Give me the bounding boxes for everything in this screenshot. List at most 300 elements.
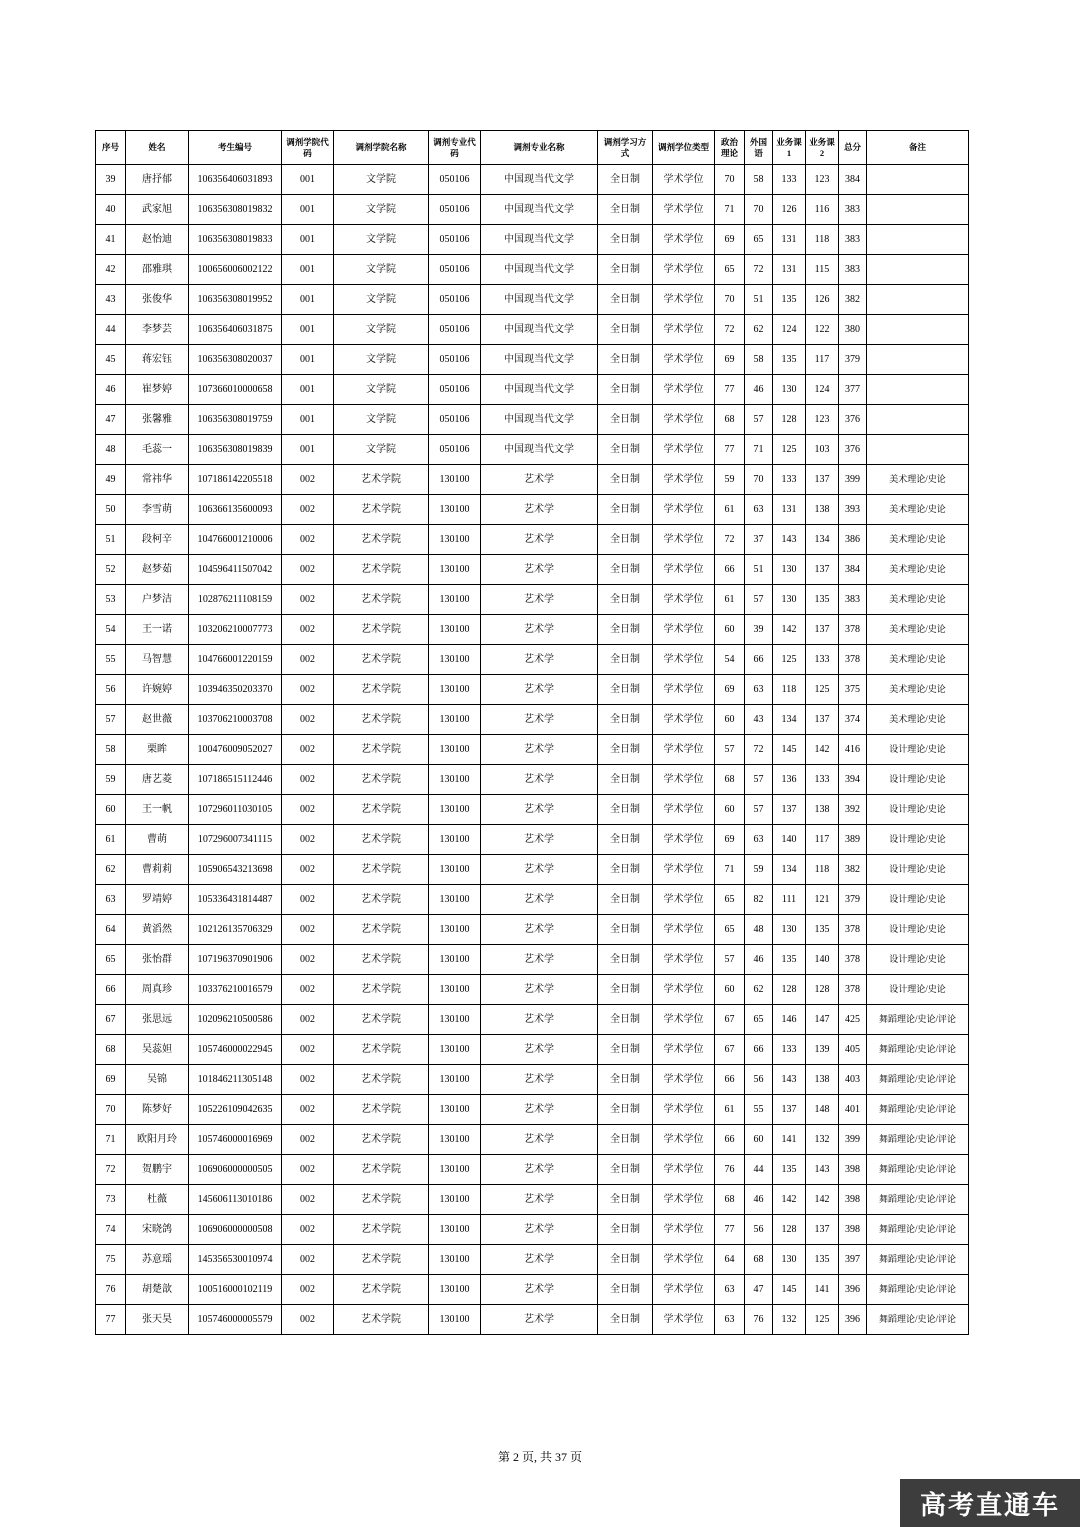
table-cell: 张天昊 [126,1305,189,1335]
table-cell: 58 [745,165,773,195]
table-cell: 学术学位 [653,345,715,375]
table-cell: 132 [806,1125,839,1155]
table-cell: 全日制 [598,315,653,345]
table-cell: 105746000022945 [189,1035,282,1065]
table-cell: 130100 [429,975,481,1005]
table-cell: 130100 [429,825,481,855]
table-cell: 艺术学 [481,1095,598,1125]
table-cell: 舞蹈理论/史论/评论 [867,1035,969,1065]
table-cell: 125 [773,645,806,675]
table-cell: 63 [715,1305,745,1335]
table-cell: 全日制 [598,735,653,765]
page-number: 第 2 页, 共 37 页 [497,1450,582,1464]
table-cell: 美术理论/史论 [867,585,969,615]
table-row [96,1155,969,1185]
table-cell: 设计理论/史论 [867,735,969,765]
table-cell: 050106 [429,375,481,405]
table-cell: 舞蹈理论/史论/评论 [867,1185,969,1215]
table-cell: 艺术学院 [334,735,429,765]
table-cell: 赵怡迪 [126,225,189,255]
table-cell: 72 [745,255,773,285]
table-cell: 全日制 [598,525,653,555]
table-cell: 001 [282,195,334,225]
table-row [96,675,969,705]
table-cell: 001 [282,255,334,285]
table-cell: 386 [839,525,867,555]
table-cell: 学术学位 [653,435,715,465]
table-cell: 69 [715,825,745,855]
table-cell: 128 [773,405,806,435]
table-cell: 全日制 [598,345,653,375]
table-cell: 罗靖婷 [126,885,189,915]
table-cell: 48 [745,915,773,945]
table-cell: 文学院 [334,345,429,375]
table-cell: 全日制 [598,285,653,315]
table-cell: 130100 [429,1275,481,1305]
column-header: 序号 [96,131,126,165]
table-cell: 56 [745,1215,773,1245]
table-cell: 全日制 [598,945,653,975]
table-cell: 中国现当代文学 [481,255,598,285]
table-cell: 136 [773,765,806,795]
table-cell: 378 [839,915,867,945]
table-cell: 张怡群 [126,945,189,975]
table-cell: 130100 [429,1125,481,1155]
table-cell: 384 [839,165,867,195]
table-cell: 中国现当代文学 [481,225,598,255]
table-cell: 130 [773,1245,806,1275]
table-cell: 44 [96,315,126,345]
table-cell: 69 [715,675,745,705]
table-cell: 130100 [429,945,481,975]
table-cell: 66 [715,1065,745,1095]
table-header-row [96,131,969,165]
table-cell: 文学院 [334,405,429,435]
table-cell: 106366135600093 [189,495,282,525]
table-row [96,285,969,315]
table-cell: 138 [806,795,839,825]
table-cell: 59 [96,765,126,795]
table-cell: 唐艺菱 [126,765,189,795]
table-cell: 425 [839,1005,867,1035]
table-cell: 艺术学 [481,1035,598,1065]
table-cell: 130100 [429,705,481,735]
table-cell: 75 [96,1245,126,1275]
table-cell: 001 [282,165,334,195]
table-cell: 学术学位 [653,735,715,765]
table-cell: 41 [96,225,126,255]
table-cell: 131 [773,225,806,255]
column-header: 调剂学习方式 [598,131,653,165]
table-cell: 全日制 [598,1125,653,1155]
results-table [95,130,969,1335]
table-cell: 66 [715,555,745,585]
table-cell [867,225,969,255]
table-cell: 130100 [429,855,481,885]
table-cell: 134 [806,525,839,555]
table-cell: 全日制 [598,555,653,585]
table-cell: 全日制 [598,495,653,525]
table-cell: 设计理论/史论 [867,975,969,1005]
table-cell: 学术学位 [653,945,715,975]
table-cell: 舞蹈理论/史论/评论 [867,1155,969,1185]
table-row [96,525,969,555]
table-cell: 71 [715,195,745,225]
table-cell: 394 [839,765,867,795]
table-cell: 苏意瑶 [126,1245,189,1275]
table-cell: 文学院 [334,255,429,285]
table-cell: 142 [773,615,806,645]
table-cell: 艺术学院 [334,1035,429,1065]
table-cell: 户梦洁 [126,585,189,615]
table-cell: 66 [715,1125,745,1155]
table-cell: 周真珍 [126,975,189,1005]
table-cell: 130100 [429,585,481,615]
table-cell: 70 [96,1095,126,1125]
table-cell: 艺术学院 [334,495,429,525]
table-cell: 143 [773,1065,806,1095]
table-cell: 艺术学 [481,885,598,915]
table-cell: 107296011030105 [189,795,282,825]
table-cell: 68 [715,765,745,795]
table-cell: 吴锦 [126,1065,189,1095]
table-cell: 67 [96,1005,126,1035]
table-cell: 57 [745,795,773,825]
table-cell: 002 [282,945,334,975]
table-cell: 艺术学 [481,525,598,555]
table-cell: 段柯辛 [126,525,189,555]
table-cell: 艺术学院 [334,1215,429,1245]
table-cell: 中国现当代文学 [481,375,598,405]
column-header: 总分 [839,131,867,165]
table-cell: 马智慧 [126,645,189,675]
table-cell: 145356530010974 [189,1245,282,1275]
table-cell: 77 [715,375,745,405]
table-cell: 76 [715,1155,745,1185]
table-cell: 54 [715,645,745,675]
table-cell: 130100 [429,1095,481,1125]
table-cell: 艺术学 [481,765,598,795]
table-cell: 艺术学院 [334,675,429,705]
table-cell: 学术学位 [653,195,715,225]
table-cell: 104766001210006 [189,525,282,555]
table-cell: 57 [96,705,126,735]
table-cell: 142 [806,735,839,765]
table-cell: 艺术学院 [334,1185,429,1215]
table-cell: 142 [773,1185,806,1215]
table-cell: 63 [715,1275,745,1305]
table-cell: 65 [715,885,745,915]
table-cell: 49 [96,465,126,495]
table-cell: 143 [806,1155,839,1185]
table-cell: 377 [839,375,867,405]
table-cell: 68 [715,1185,745,1215]
table-cell: 47 [96,405,126,435]
table-cell: 51 [745,555,773,585]
table-cell: 艺术学院 [334,1155,429,1185]
table-cell: 43 [96,285,126,315]
table-cell: 002 [282,1065,334,1095]
table-cell: 学术学位 [653,1035,715,1065]
table-cell: 104596411507042 [189,555,282,585]
table-cell: 65 [745,225,773,255]
table-cell: 文学院 [334,285,429,315]
table-cell: 71 [715,855,745,885]
table-cell: 002 [282,975,334,1005]
table-cell: 学术学位 [653,1215,715,1245]
table-cell: 37 [745,525,773,555]
table-cell: 398 [839,1185,867,1215]
table-cell: 艺术学院 [334,975,429,1005]
table-cell: 76 [745,1305,773,1335]
table-cell: 77 [715,1215,745,1245]
table-cell: 002 [282,1005,334,1035]
table-cell: 艺术学院 [334,915,429,945]
table-cell: 002 [282,1215,334,1245]
table-cell: 美术理论/史论 [867,705,969,735]
table-cell: 全日制 [598,915,653,945]
table-cell: 002 [282,915,334,945]
table-cell: 45 [96,345,126,375]
table-cell: 376 [839,405,867,435]
table-cell: 设计理论/史论 [867,885,969,915]
table-cell: 艺术学 [481,825,598,855]
column-header: 调剂专业名称 [481,131,598,165]
table-cell: 全日制 [598,975,653,1005]
table-cell: 124 [773,315,806,345]
table-cell: 武家旭 [126,195,189,225]
table-cell: 102126135706329 [189,915,282,945]
column-header: 考生编号 [189,131,282,165]
table-cell: 全日制 [598,1095,653,1125]
table-row [96,1035,969,1065]
table-cell: 学术学位 [653,1065,715,1095]
table-cell: 130100 [429,645,481,675]
table-cell: 002 [282,645,334,675]
table-cell: 艺术学 [481,1275,598,1305]
table-cell: 130100 [429,495,481,525]
table-row [96,1185,969,1215]
table-cell: 68 [96,1035,126,1065]
table-cell: 102096210500586 [189,1005,282,1035]
table-cell: 46 [96,375,126,405]
table-cell: 002 [282,465,334,495]
table-cell: 379 [839,885,867,915]
column-header: 调剂学院名称 [334,131,429,165]
table-cell: 403 [839,1065,867,1095]
table-cell: 55 [96,645,126,675]
table-cell: 学术学位 [653,1125,715,1155]
table-cell: 栗眸 [126,735,189,765]
column-header: 外国语 [745,131,773,165]
table-cell: 139 [806,1035,839,1065]
table-cell: 文学院 [334,375,429,405]
table-cell: 002 [282,615,334,645]
table-cell: 美术理论/史论 [867,465,969,495]
table-row [96,375,969,405]
table-cell: 002 [282,705,334,735]
table-cell: 70 [715,285,745,315]
table-cell: 艺术学院 [334,1245,429,1275]
table-cell: 374 [839,705,867,735]
table-cell: 艺术学院 [334,855,429,885]
table-cell: 美术理论/史论 [867,645,969,675]
table-cell: 125 [806,1305,839,1335]
column-header: 备注 [867,131,969,165]
table-cell: 唐抒郁 [126,165,189,195]
table-cell: 设计理论/史论 [867,795,969,825]
table-cell: 130100 [429,525,481,555]
table-cell [867,435,969,465]
table-cell: 56 [96,675,126,705]
table-cell: 378 [839,975,867,1005]
table-cell: 崔梦婷 [126,375,189,405]
table-cell: 001 [282,285,334,315]
table-cell: 宋晓鸽 [126,1215,189,1245]
table-cell: 69 [715,345,745,375]
table-cell: 001 [282,345,334,375]
table-cell: 002 [282,675,334,705]
table-cell: 002 [282,1185,334,1215]
table-cell: 128 [773,1215,806,1245]
table-row [96,195,969,225]
table-cell: 63 [745,495,773,525]
table-cell: 137 [806,705,839,735]
table-cell: 60 [715,705,745,735]
table-cell: 103706210003708 [189,705,282,735]
table-cell: 103946350203370 [189,675,282,705]
table-cell: 050106 [429,225,481,255]
table-cell: 77 [96,1305,126,1335]
table-cell: 学术学位 [653,1245,715,1275]
table-cell: 383 [839,225,867,255]
table-cell: 全日制 [598,405,653,435]
table-cell: 全日制 [598,465,653,495]
table-row [96,735,969,765]
table-cell: 002 [282,1275,334,1305]
table-cell: 艺术学 [481,975,598,1005]
table-cell: 学术学位 [653,705,715,735]
table-row [96,345,969,375]
table-cell: 102876211108159 [189,585,282,615]
table-cell: 62 [96,855,126,885]
table-row [96,1065,969,1095]
table-cell: 中国现当代文学 [481,165,598,195]
table-cell: 文学院 [334,195,429,225]
column-header: 姓名 [126,131,189,165]
table-cell: 71 [745,435,773,465]
table-cell: 黄滔然 [126,915,189,945]
table-cell: 学术学位 [653,525,715,555]
table-cell: 中国现当代文学 [481,195,598,225]
table-cell: 375 [839,675,867,705]
table-cell: 蒋宏钰 [126,345,189,375]
table-cell: 002 [282,735,334,765]
table-cell: 392 [839,795,867,825]
table-cell: 57 [715,735,745,765]
table-cell: 全日制 [598,195,653,225]
table-cell: 106356406031875 [189,315,282,345]
table-cell: 130 [773,915,806,945]
table-cell: 文学院 [334,435,429,465]
table-cell: 美术理论/史论 [867,675,969,705]
table-cell: 130100 [429,1035,481,1065]
table-cell: 002 [282,525,334,555]
table-row [96,315,969,345]
table-row [96,915,969,945]
table-cell: 128 [773,975,806,1005]
table-cell: 61 [96,825,126,855]
table-cell: 学术学位 [653,975,715,1005]
table-cell: 艺术学 [481,915,598,945]
table-cell: 123 [806,165,839,195]
table-cell: 135 [773,1155,806,1185]
table-cell [867,315,969,345]
table-cell: 140 [806,945,839,975]
table-cell: 103206210007773 [189,615,282,645]
table-cell: 63 [745,675,773,705]
table-cell: 59 [715,465,745,495]
table-cell: 艺术学院 [334,945,429,975]
table-cell: 学术学位 [653,165,715,195]
table-cell: 130100 [429,1065,481,1095]
table-cell: 132 [773,1305,806,1335]
table-cell: 全日制 [598,765,653,795]
table-cell: 艺术学 [481,1245,598,1275]
table-cell: 学术学位 [653,375,715,405]
table-cell: 艺术学 [481,675,598,705]
table-cell: 106356308019839 [189,435,282,465]
table-cell: 399 [839,465,867,495]
table-cell: 131 [773,255,806,285]
table-cell: 389 [839,825,867,855]
table-cell: 68 [745,1245,773,1275]
table-cell: 舞蹈理论/史论/评论 [867,1275,969,1305]
table-cell: 学术学位 [653,825,715,855]
table-cell: 145 [773,1275,806,1305]
table-cell: 54 [96,615,126,645]
table-cell: 61 [715,495,745,525]
table-cell: 学术学位 [653,225,715,255]
table-cell: 学术学位 [653,465,715,495]
table-cell: 艺术学院 [334,1305,429,1335]
table-cell: 001 [282,435,334,465]
table-cell: 130100 [429,765,481,795]
table-row [96,945,969,975]
table-cell: 66 [96,975,126,1005]
table-cell: 69 [96,1065,126,1095]
table-row [96,795,969,825]
table-row [96,1305,969,1335]
table-cell: 143 [773,525,806,555]
table-cell: 133 [773,465,806,495]
table-cell: 001 [282,375,334,405]
table-cell: 53 [96,585,126,615]
table-cell: 邵雅琪 [126,255,189,285]
table-cell: 艺术学院 [334,705,429,735]
table-cell: 艺术学院 [334,615,429,645]
table-cell: 104766001220159 [189,645,282,675]
table-cell: 130100 [429,615,481,645]
table-cell: 105336431814487 [189,885,282,915]
table-cell: 72 [96,1155,126,1185]
table-cell: 曹萌 [126,825,189,855]
table-cell: 72 [715,525,745,555]
table-row [96,465,969,495]
table-cell: 艺术学院 [334,465,429,495]
table-cell: 艺术学 [481,645,598,675]
table-cell: 60 [715,975,745,1005]
